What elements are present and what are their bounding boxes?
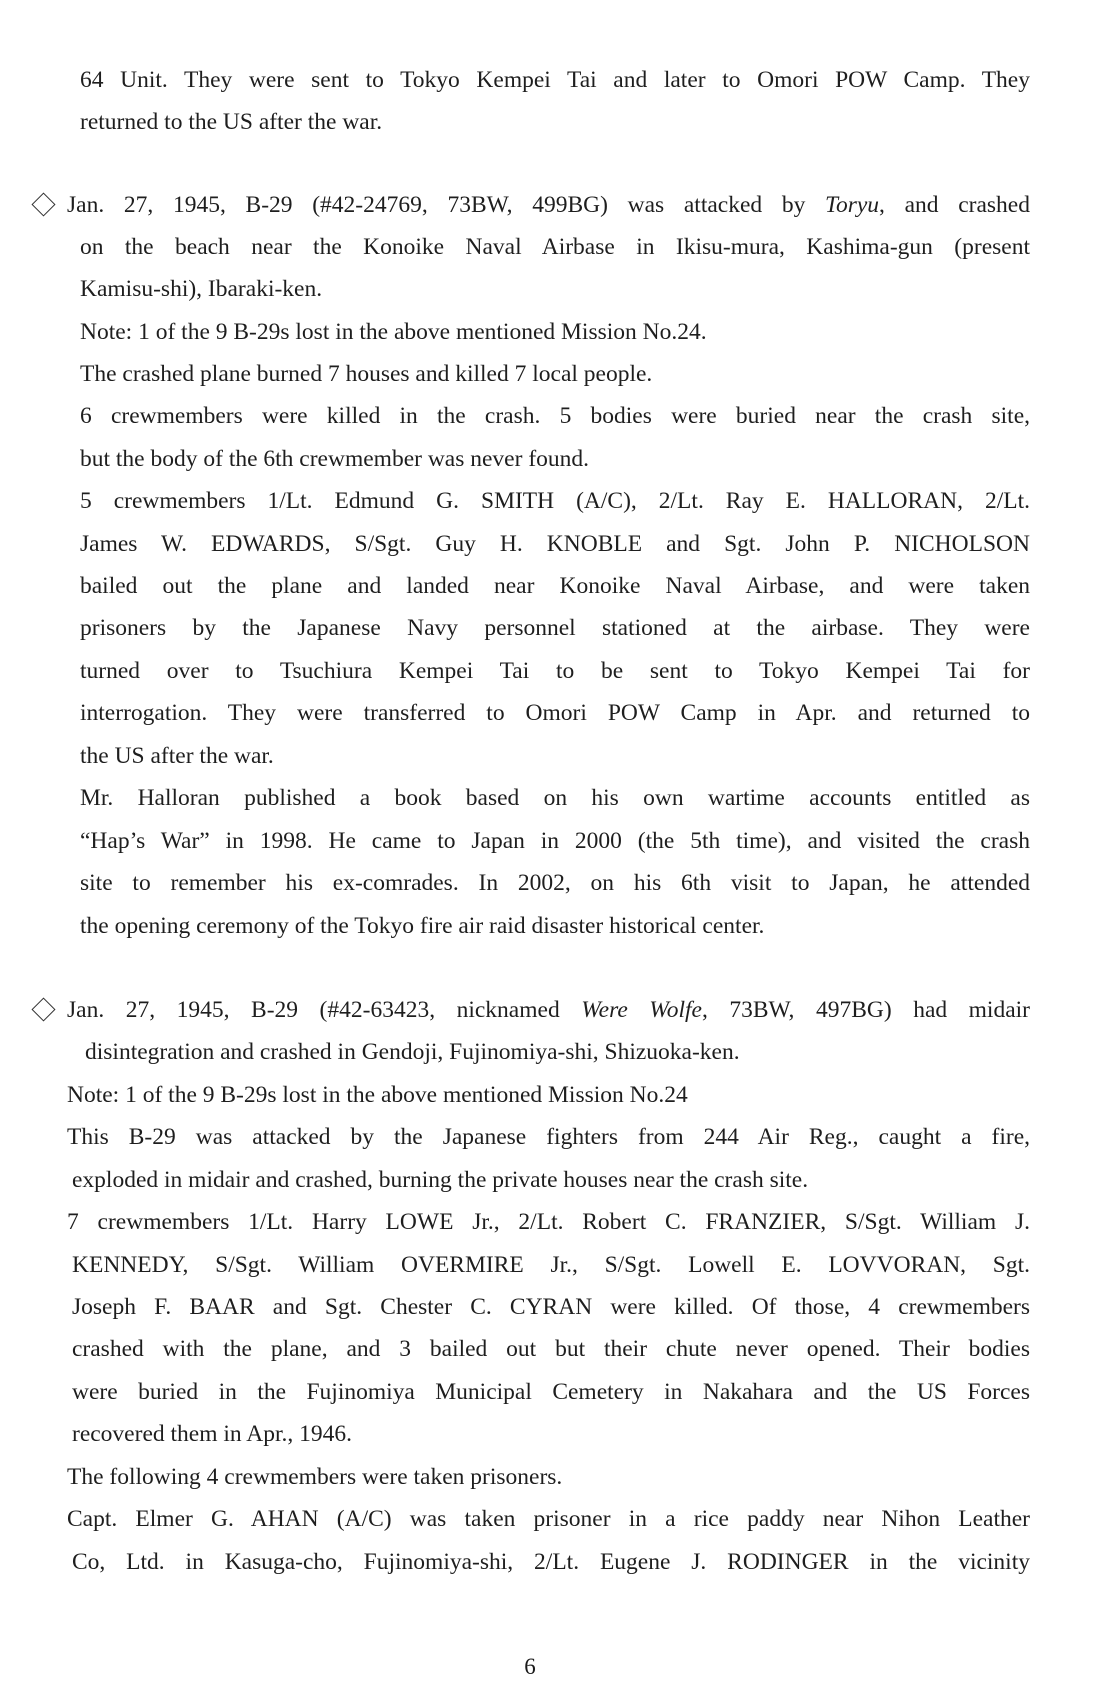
paragraph-line: 64 Unit. They were sent to Tokyo Kempei Tai and later to Omori POW Camp. They xyxy=(80,67,1030,93)
paragraph-line: bailed out the plane and landed near Konoike Naval Airbase, and were taken xyxy=(80,573,1030,599)
paragraph-line: the opening ceremony of the Tokyo fire air raid disaster historical center. xyxy=(80,913,765,939)
paragraph-line: The following 4 crewmembers were taken prisoners. xyxy=(67,1464,563,1490)
heading-text: Jan. 27, 1945, B-29 (#42-63423, nicknamed xyxy=(67,997,582,1023)
paragraph-line: but the body of the 6th crewmember was never found. xyxy=(80,446,590,472)
heading-text: , 73BW, 497BG) had midair xyxy=(701,997,1030,1023)
paragraph-line: James W. EDWARDS, S/Sgt. Guy H. KNOBLE and Sgt. John P. NICHOLSON xyxy=(80,531,1030,557)
paragraph-line: 6 crewmembers were killed in the crash. 5 bodies were buried near the crash site, xyxy=(80,403,1030,429)
diamond-outline-icon xyxy=(31,997,55,1021)
paragraph-line: 5 crewmembers 1/Lt. Edmund G. SMITH (A/C), 2/Lt. Ray E. HALLORAN, 2/Lt. xyxy=(80,488,1030,514)
paragraph-line: The crashed plane burned 7 houses and killed 7 local people. xyxy=(80,361,653,387)
paragraph-line: the US after the war. xyxy=(80,743,274,769)
paragraph-line: This B-29 was attacked by the Japanese fighters from 244 Air Reg., caught a fire, xyxy=(67,1124,1030,1150)
diamond-outline-icon xyxy=(31,192,55,216)
heading-italic: Toryu xyxy=(825,192,880,218)
paragraph-line: Kamisu-shi), Ibaraki-ken. xyxy=(80,276,323,302)
paragraph-line: Capt. Elmer G. AHAN (A/C) was taken prisoner in a rice paddy near Nihon Leather xyxy=(67,1506,1030,1532)
entry-heading-line xyxy=(67,995,1030,1025)
paragraph-line: turned over to Tsuchiura Kempei Tai to be sent to Tokyo Kempei Tai for xyxy=(80,658,1030,684)
heading-italic: Were Wolfe xyxy=(581,997,702,1023)
paragraph-line: interrogation. They were transferred to Omori POW Camp in Apr. and returned to xyxy=(80,700,1030,726)
paragraph-line: Joseph F. BAAR and Sgt. Chester C. CYRAN were killed. Of those, 4 crewmembers xyxy=(72,1294,1030,1320)
heading-text: , and crashed xyxy=(879,192,1030,218)
paragraph-line: site to remember his ex-comrades. In 2002, on his 6th visit to Japan, he attended xyxy=(80,870,1030,896)
paragraph-line: Note: 1 of the 9 B-29s lost in the above mentioned Mission No.24. xyxy=(80,319,707,345)
paragraph-line: crashed with the plane, and 3 bailed out but their chute never opened. Their bodies xyxy=(72,1336,1030,1362)
paragraph-line: 7 crewmembers 1/Lt. Harry LOWE Jr., 2/Lt. Robert C. FRANZIER, S/Sgt. William J. xyxy=(67,1209,1030,1235)
paragraph-line: on the beach near the Konoike Naval Airbase in Ikisu-mura, Kashima-gun (present xyxy=(80,234,1030,260)
paragraph-line: “Hap’s War” in 1998. He came to Japan in 2000 (the 5th time), and visited the crash xyxy=(80,828,1030,854)
paragraph-line: Co, Ltd. in Kasuga-cho, Fujinomiya-shi, 2/Lt. Eugene J. RODINGER in the vicinity xyxy=(72,1549,1030,1575)
heading-text: Jan. 27, 1945, B-29 (#42-24769, 73BW, 499BG) was attacked by xyxy=(67,192,826,218)
entry-heading-line xyxy=(67,190,1030,220)
page-number: 6 xyxy=(524,1654,536,1679)
paragraph-line: recovered them in Apr., 1946. xyxy=(72,1421,352,1447)
paragraph-line: KENNEDY, S/Sgt. William OVERMIRE Jr., S/Sgt. Lowell E. LOVVORAN, Sgt. xyxy=(72,1252,1030,1278)
paragraph-line: returned to the US after the war. xyxy=(80,109,383,135)
paragraph-line: exploded in midair and crashed, burning the private houses near the crash site. xyxy=(72,1167,809,1193)
paragraph-line: Note: 1 of the 9 B-29s lost in the above mentioned Mission No.24 xyxy=(67,1082,688,1108)
paragraph-line: Mr. Halloran published a book based on his own wartime accounts entitled as xyxy=(80,785,1030,811)
paragraph-line: prisoners by the Japanese Navy personnel stationed at the airbase. They were xyxy=(80,615,1030,641)
paragraph-line: disintegration and crashed in Gendoji, Fujinomiya-shi, Shizuoka-ken. xyxy=(85,1039,740,1065)
paragraph-line: were buried in the Fujinomiya Municipal Cemetery in Nakahara and the US Forces xyxy=(72,1379,1030,1405)
